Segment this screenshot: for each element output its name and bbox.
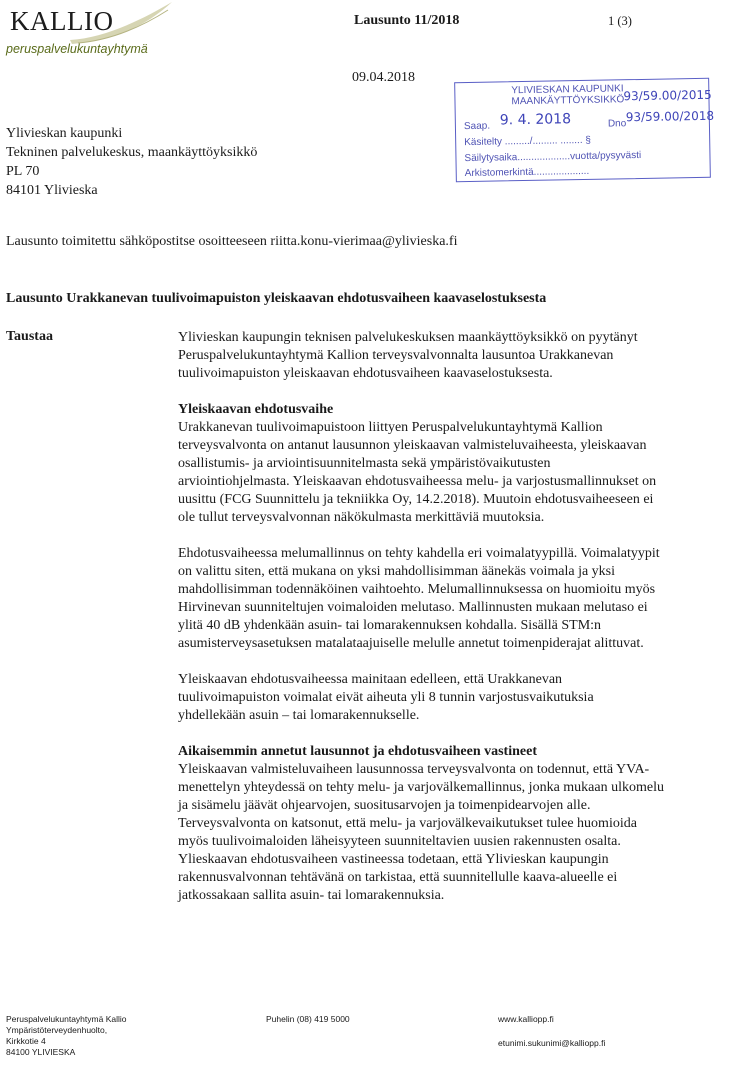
document-date: 09.04.2018 [352,70,415,85]
footer-org-line: Ympäristöterveydenhuolto, [6,1025,108,1035]
stamp-sailytysaika: Säilytysaika...................vuotta/pysyvästi [464,149,642,165]
stamp-unit-handwritten: 93/59.00/2015 [623,87,712,104]
body-paragraph: Yleiskaavan ehdotusvaiheessa mainitaan edelleen, että Urakkanevan tuulivoimapuiston voimalat eivät aiheuta yli 8 tunnin varjostusvaikutuksia yhdellekään asuin – tai lomarakennukselle. [178,672,594,723]
logo-tagline: peruspalvelukuntayhtymä [6,42,148,56]
statement-body [178,329,664,905]
page-number: 1 (3) [608,14,632,28]
stamp-saap-label: Saap. [463,120,491,133]
stamp-dno-handwritten: 93/59.00/2018 [625,108,715,125]
subject-heading: Lausunto Urakkanevan tuulivoimapuiston yleiskaavan ehdotusvaiheen kaavaselostuksesta [6,291,547,306]
section-heading: Aikaisemmin annetut lausunnot ja ehdotusvaiheen vastineet [178,744,537,759]
body-paragraph: Urakkanevan tuulivoimapuistoon liittyen Peruspalvelukuntayhtymä Kallion terveysvalvonta on antanut lausunnon yleiskaavan valmisteluvaiheesta, yleiskaavan osallistumis- ja arviointisuunnitelmasta sekä ympäristövaikutusten arviointiohjelmasta. Yleiskaavan ehdotusvaiheessa melu- ja varjostusmallinnukset on uusittu (FCG Suunnittelu ja tekniikka Oy, 14.2.2018). Muutoin ehdotusvaiheeseen ei ole tullut terveysvalvonnan näkökulmasta merkittäviä muutoksia. [178,420,657,525]
stamp-saap-handwritten: 9. 4. 2018 [499,111,572,129]
stamp-dno-label: Dno [607,118,627,130]
footer-email: etunimi.sukunimi@kalliopp.fi [498,1038,606,1048]
body-paragraph: Yleiskaavan valmisteluvaiheen lausunnossa terveysvalvonta on todennut, että YVA-menettelyn yhteydessä on tehty melu- ja varjovälkemallinnus, jonka mukaan ulkomelu ja sisämelu jäävät ohjearvojen, suositusarvojen ja toimenpidearvojen alle. Terveysvalvonta on katsonut, että melu- ja varjovälkevaikutukset tulee huomioida myös tuulivoimaloiden läheisyyteen suunniteltavien uusien rakennusten osalta. Ylieskaavan ehdotusvaiheen vastineessa todetaan, että Ylivieskan kaupungin rakennusvalvonnan tehtävänä on tarkistaa, että suunnitellulle kaava-alueelle ei jatkossakaan sallita asuin- tai lomarakennuksia. [178,762,664,903]
stamp-kasitelty: Käsitelty ........./......... ........ § [464,134,591,149]
section-heading: Yleiskaavan ehdotusvaihe [178,402,334,417]
stamp-line-unit: MAANKÄYTTÖYKSIKKÖ [511,94,625,108]
recipient-line: 84101 Ylivieska [6,183,98,198]
recipient-address [6,124,257,200]
body-paragraph: Ehdotusvaiheessa melumallinnus on tehty kahdella eri voimalatyypillä. Voimalatyypit on valittu siten, että mukana on yksi mahdollisimman äänekäs voimala ja yksi mahdollisimman todennäköinen vaihtoehto. Melumallinnuksessa on huomioitu myös Hirvinevan suunniteltujen voimaloiden melutaso. Mallinnusten mukaan melutaso ei ylitä 40 dB yhdenkään asuin- tai lomarakennuksen kohdalla. Sisällä STM:n asumisterveysasetuksen matalataajuiselle melulle annetut toimenpiderajat alittuvat. [178,546,660,651]
footer-org-line: Kirkkotie 4 [6,1036,46,1046]
document-title: Lausunto 11/2018 [354,13,460,28]
recipient-line: Ylivieskan kaupunki [6,126,123,141]
recipient-line: PL 70 [6,164,40,179]
stamp-arkistomerkinta: Arkistomerkintä.................... [464,165,590,180]
sent-notice: Lausunto toimitettu sähköpostitse osoitteeseen riitta.konu-vierimaa@ylivieska.fi [6,234,458,249]
footer-website: www.kalliopp.fi [498,1014,554,1024]
body-paragraph: Ylivieskan kaupungin teknisen palvelukeskuksen maankäyttöyksikkö on pyytänyt Peruspalvelukuntayhtymä Kallion terveysvalvonnalta lausuntoa Urakkanevan tuulivoimapuiston yleiskaavan ehdotusvaiheen kaavaselostuksesta. [178,330,638,381]
footer-org-line: Peruspalvelukuntayhtymä Kallio [6,1014,127,1024]
footer-phone: Puhelin (08) 419 5000 [266,1014,350,1024]
footer-organization [6,1014,126,1058]
section-label-background: Taustaa [6,329,53,344]
footer-org-line: 84100 YLIVIESKA [6,1047,76,1057]
received-stamp [454,78,715,182]
stamp-line-city: YLIVIESKAN KAUPUNKI [511,83,624,97]
recipient-line: Tekninen palvelukeskus, maankäyttöyksikkö [6,145,258,160]
logo-wordmark: KALLIO [10,6,114,36]
